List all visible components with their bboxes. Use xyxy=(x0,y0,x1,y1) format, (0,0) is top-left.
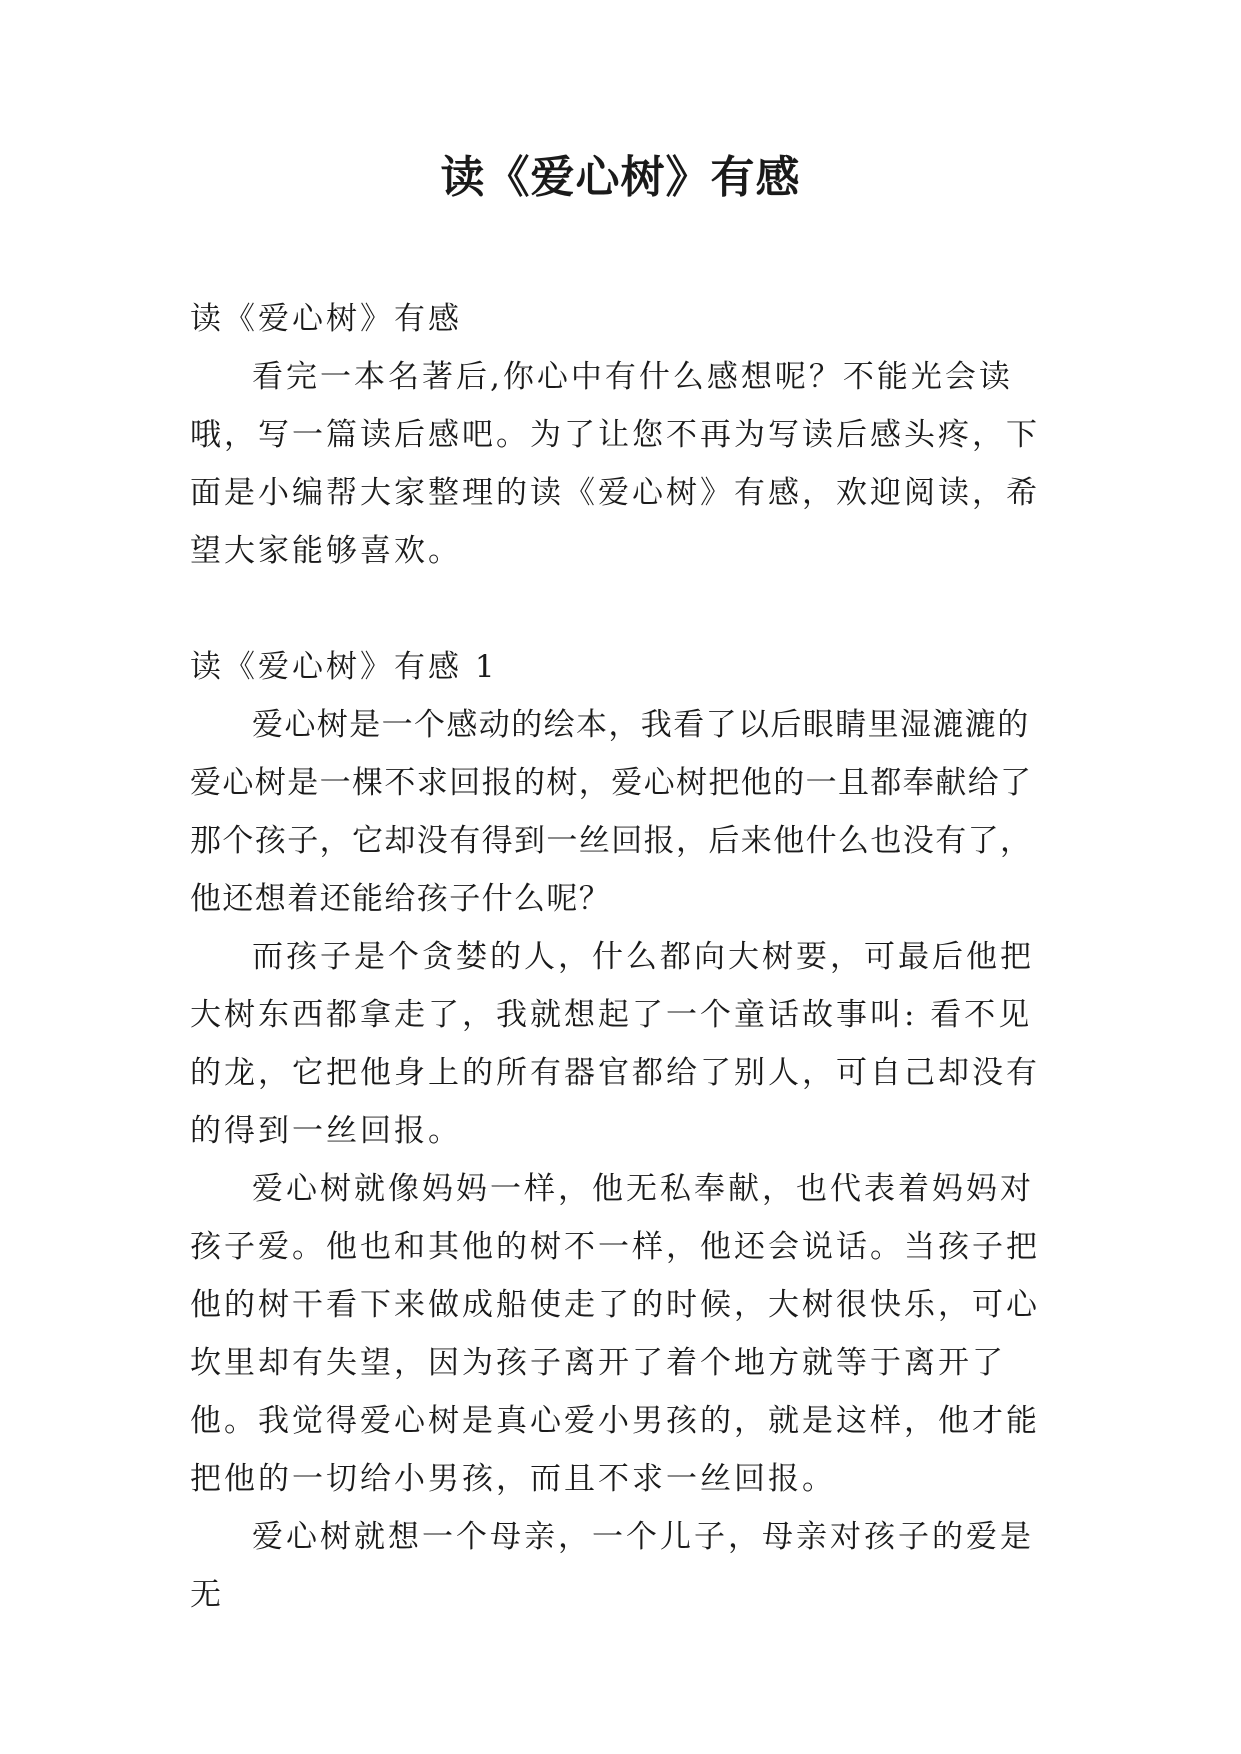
section1-heading: 读《爱心树》有感 1 xyxy=(190,649,498,685)
document-title: 读《爱心树》有感 xyxy=(440,152,801,203)
section1-paragraph-4: 爱心树就想一个母亲，一个儿子，母亲对孩子的爱是无 xyxy=(190,1519,1034,1613)
section-spacer xyxy=(190,580,1060,638)
document-body xyxy=(190,290,1060,1624)
section1-paragraph-2: 而孩子是个贪婪的人，什么都向大树要，可最后他把大树东西都拿走了，我就想起了一个童话故事叫: 看不见的龙，它把他身上的所有器官都给了别人，可自己却没有的得到一丝回报。 xyxy=(190,939,1040,1149)
intro-paragraph: 看完一本名著后,你心中有什么感想呢？不能光会读哦，写一篇读后感吧。为了让您不再为写读后感头疼，下面是小编帮大家整理的读《爱心树》有感，欢迎阅读，希望大家能够喜欢。 xyxy=(190,359,1040,569)
intro-heading: 读《爱心树》有感 xyxy=(190,301,462,337)
section1-paragraph-1: 爱心树是一个感动的绘本，我看了以后眼睛里湿漉漉的爱心树是一棵不求回报的树，爱心树把他的一且都奉献给了那个孩子，它却没有得到一丝回报，后来他什么也没有了，他还想着还能给孩子什么呢？ xyxy=(190,707,1033,917)
section1-paragraph-3: 爱心树就像妈妈一样，他无私奉献，也代表着妈妈对孩子爱。他也和其他的树不一样，他还会说话。当孩子把他的树干看下来做成船使走了的时候，大树很快乐，可心坎里却有失望，因为孩子离开了着个地方就等于离开了他。我觉得爱心树是真心爱小男孩的，就是这样，他才能把他的一切给小男孩，而且不求一丝回报。 xyxy=(190,1171,1040,1497)
